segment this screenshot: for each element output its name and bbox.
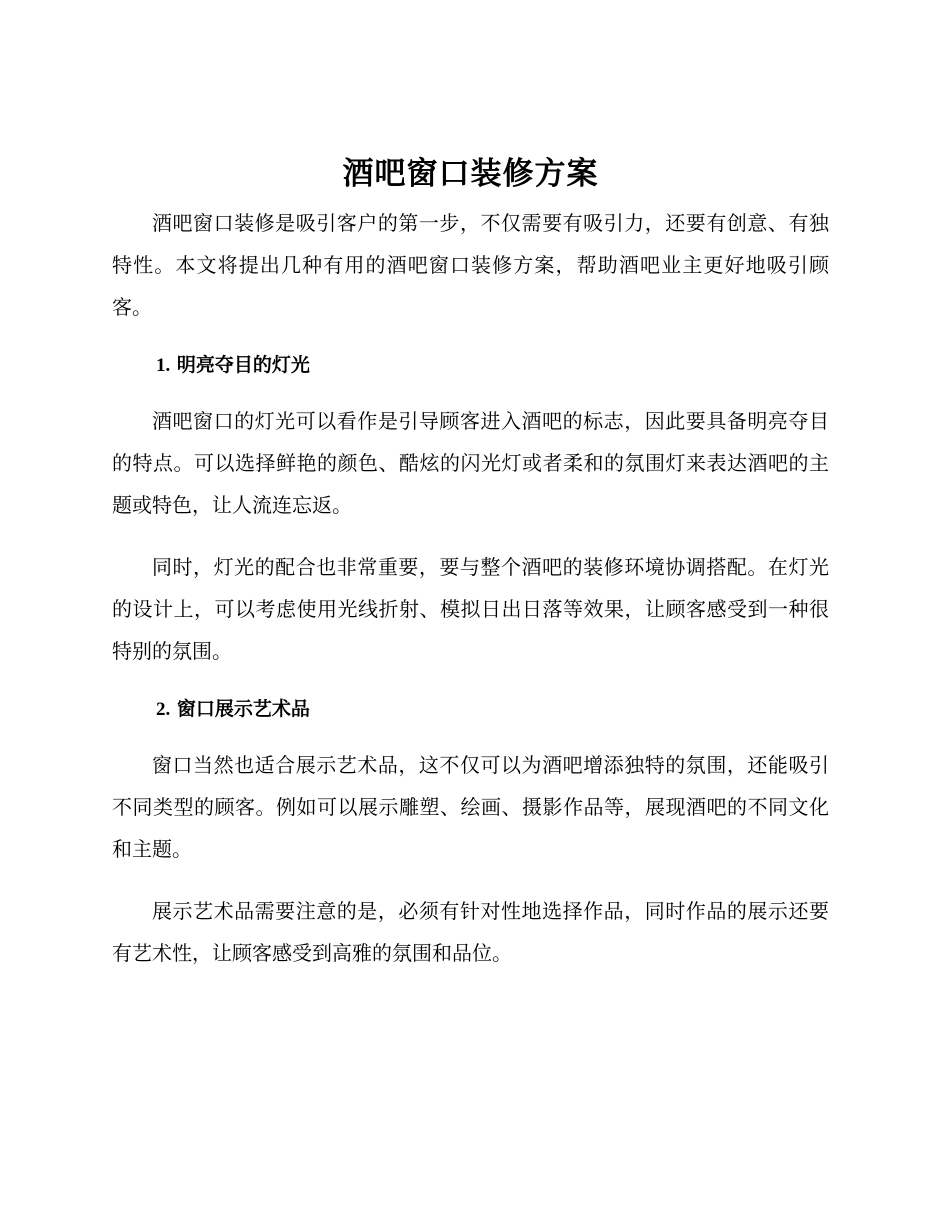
intro-paragraph: 酒吧窗口装修是吸引客户的第一步，不仅需要有吸引力，还要有创意、有独特性。本文将提出几种有用的酒吧窗口装修方案，帮助酒吧业主更好地吸引顾客。: [112, 211, 829, 319]
document-body: [112, 148, 829, 974]
artwork-paragraph-1: 窗口当然也适合展示艺术品，这不仅可以为酒吧增添独特的氛围，还能吸引不同类型的顾客。例如可以展示雕塑、绘画、摄影作品等，展现酒吧的不同文化和主题。: [112, 753, 829, 861]
section-heading-lighting: [112, 350, 829, 380]
section-number: 2.: [156, 699, 171, 720]
artwork-paragraph-2: 展示艺术品需要注意的是，必须有针对性地选择作品，同时作品的展示还要有艺术性，让顾客感受到高雅的氛围和品位。: [112, 899, 829, 965]
lighting-paragraph-1: 酒吧窗口的灯光可以看作是引导顾客进入酒吧的标志，因此要具备明亮夺目的特点。可以选择鲜艳的颜色、酷炫的闪光灯或者柔和的氛围灯来表达酒吧的主题或特色，让人流连忘返。: [112, 409, 829, 517]
section-title: 明亮夺目的灯光: [176, 354, 310, 376]
document-title: 酒吧窗口装修方案: [342, 156, 599, 192]
section-title: 窗口展示艺术品: [176, 698, 310, 720]
section-heading-artwork: [112, 694, 829, 724]
section-number: 1.: [156, 355, 171, 376]
lighting-paragraph-2: 同时，灯光的配合也非常重要，要与整个酒吧的装修环境协调搭配。在灯光的设计上，可以考虑使用光线折射、模拟日出日落等效果，让顾客感受到一种很特别的氛围。: [112, 555, 829, 663]
